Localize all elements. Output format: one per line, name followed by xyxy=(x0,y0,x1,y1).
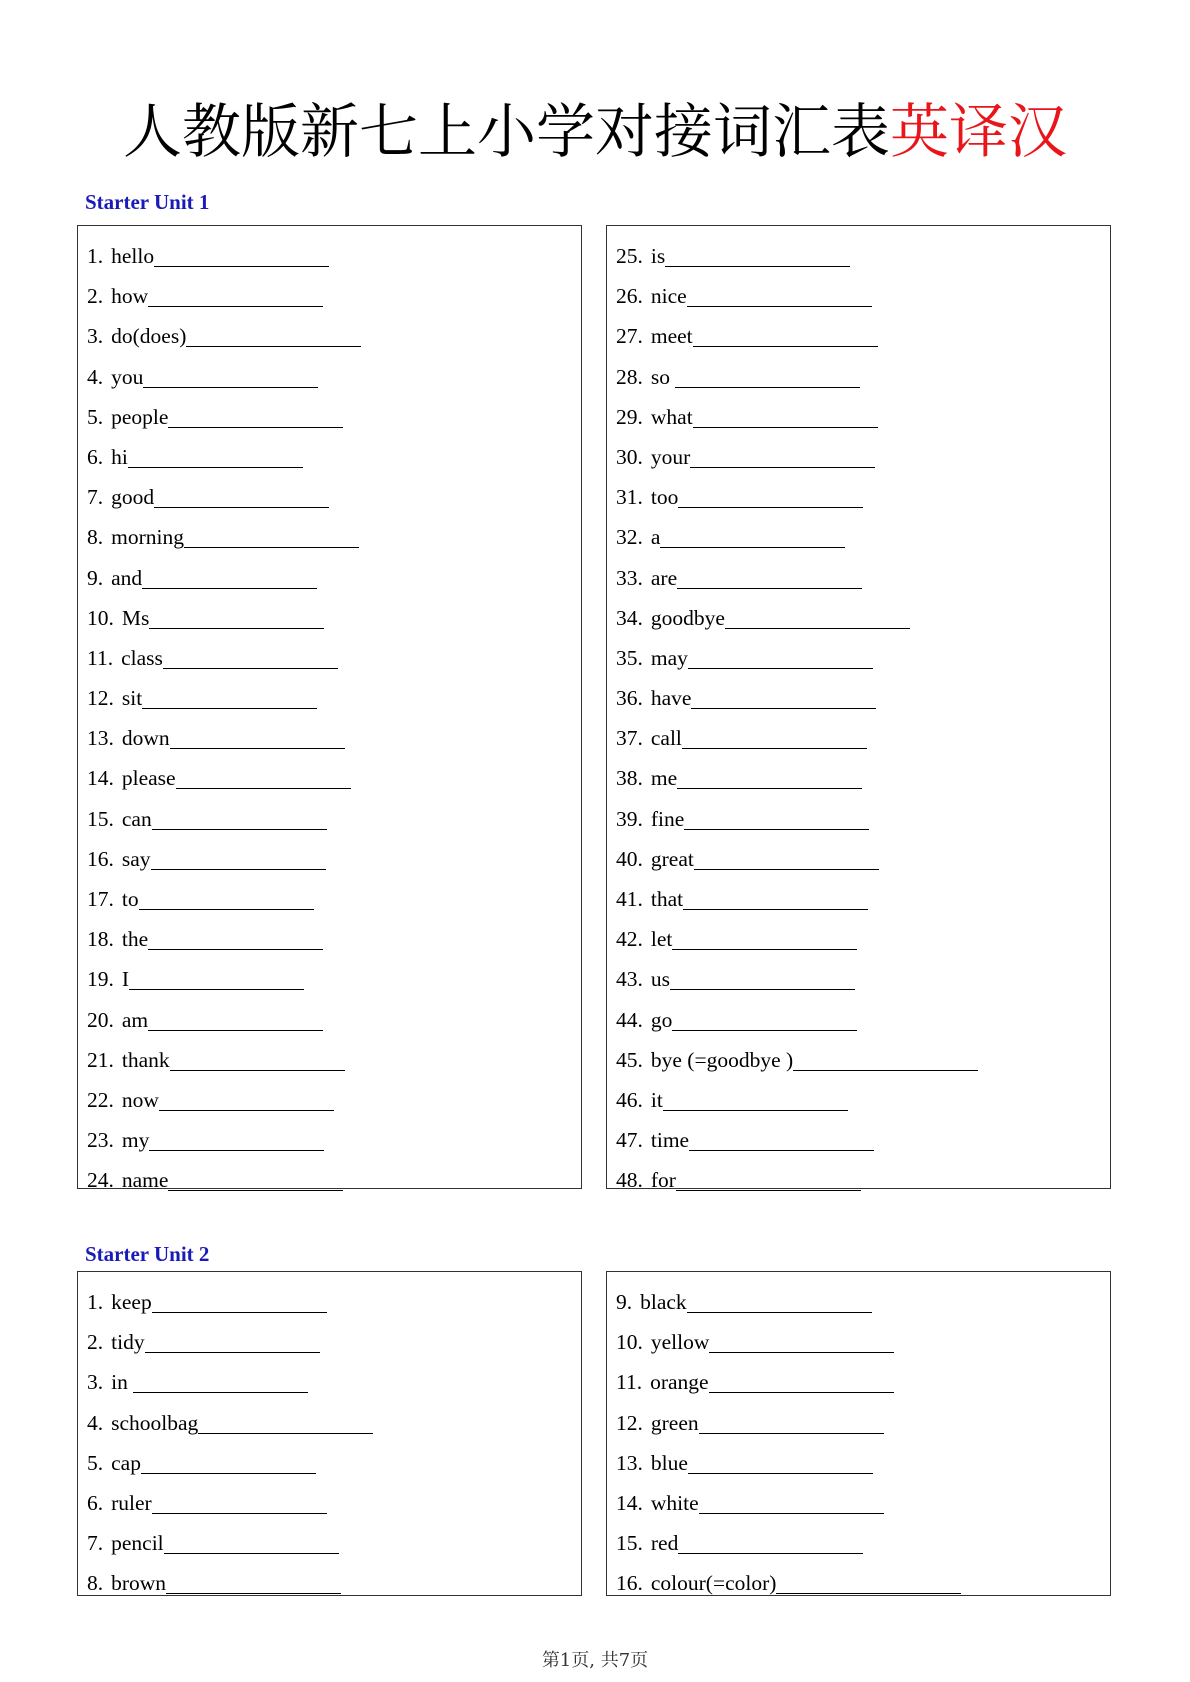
answer-blank xyxy=(690,442,875,468)
vocab-item xyxy=(78,1443,581,1483)
item-number: 10. xyxy=(616,1330,643,1355)
answer-blank xyxy=(687,281,872,307)
vocab-item xyxy=(78,718,581,758)
item-word: sit xyxy=(121,686,143,711)
answer-blank xyxy=(154,482,329,508)
answer-blank xyxy=(184,522,359,548)
vocab-item xyxy=(607,1443,1110,1483)
vocab-item xyxy=(78,1040,581,1080)
item-word: time xyxy=(650,1128,690,1153)
vocab-item xyxy=(78,437,581,477)
item-word: me xyxy=(650,766,678,791)
item-word: please xyxy=(121,766,176,791)
vocab-item xyxy=(78,558,581,598)
item-number: 3. xyxy=(87,324,104,349)
item-number: 22. xyxy=(87,1087,114,1112)
vocab-item xyxy=(78,397,581,437)
vocab-item xyxy=(607,839,1110,879)
item-word: name xyxy=(121,1168,169,1193)
answer-blank xyxy=(148,1005,323,1031)
answer-blank xyxy=(129,964,304,990)
word-list xyxy=(78,1272,581,1604)
item-word: am xyxy=(121,1007,149,1032)
word-box-unit2-left xyxy=(77,1271,582,1596)
vocab-item xyxy=(607,638,1110,678)
item-word: down xyxy=(121,726,170,751)
vocab-item xyxy=(607,276,1110,316)
page-footer: 第1页, 共7页 xyxy=(541,1650,649,1671)
vocab-item xyxy=(78,1080,581,1120)
item-number: 2. xyxy=(87,1330,104,1355)
item-word: great xyxy=(650,846,694,871)
item-number: 41. xyxy=(616,887,643,911)
answer-blank xyxy=(159,1085,334,1111)
answer-blank xyxy=(694,844,879,870)
vocab-item xyxy=(78,1362,581,1402)
item-number: 13. xyxy=(616,1450,643,1475)
word-list xyxy=(78,226,581,1201)
item-number: 1. xyxy=(87,244,104,268)
item-number: 5. xyxy=(87,1450,104,1475)
answer-blank xyxy=(133,1367,308,1393)
item-number: 31. xyxy=(616,485,643,510)
answer-blank xyxy=(166,1568,341,1594)
vocab-item xyxy=(78,236,581,276)
vocab-item xyxy=(78,1282,581,1322)
vocab-item xyxy=(607,1120,1110,1160)
item-number: 7. xyxy=(87,485,104,510)
item-word: keep xyxy=(111,1290,152,1314)
item-word: thank xyxy=(121,1047,170,1072)
answer-blank xyxy=(688,1448,873,1474)
item-word: brown xyxy=(111,1571,167,1596)
vocab-item xyxy=(607,437,1110,477)
item-word: black xyxy=(640,1290,687,1314)
answer-blank xyxy=(693,321,878,347)
item-word: the xyxy=(121,927,149,952)
vocab-item xyxy=(607,1483,1110,1523)
item-number: 14. xyxy=(616,1490,643,1515)
vocab-item xyxy=(78,638,581,678)
answer-blank xyxy=(678,482,863,508)
item-number: 9. xyxy=(616,1290,633,1314)
item-number: 39. xyxy=(616,806,643,831)
item-number: 34. xyxy=(616,605,643,630)
answer-blank xyxy=(152,804,327,830)
item-word: schoolbag xyxy=(111,1410,199,1435)
item-number: 32. xyxy=(616,525,643,550)
vocab-item xyxy=(78,357,581,397)
item-number: 9. xyxy=(87,565,104,590)
item-number: 12. xyxy=(616,1410,643,1435)
item-word: Ms xyxy=(121,605,150,630)
answer-blank xyxy=(793,1045,978,1071)
answer-blank xyxy=(699,1408,884,1434)
item-number: 45. xyxy=(616,1047,643,1072)
vocab-item xyxy=(607,959,1110,999)
answer-blank xyxy=(682,723,867,749)
answer-blank xyxy=(672,924,857,950)
item-word: cap xyxy=(111,1450,141,1475)
vocab-item xyxy=(78,1120,581,1160)
answer-blank xyxy=(168,402,343,428)
word-box-unit1-right xyxy=(606,225,1111,1193)
item-number: 35. xyxy=(616,645,643,670)
item-word: go xyxy=(650,1007,673,1032)
item-number: 14. xyxy=(87,766,114,791)
answer-blank xyxy=(776,1568,961,1594)
vocab-item xyxy=(78,276,581,316)
answer-blank xyxy=(689,1125,874,1151)
answer-blank xyxy=(675,362,860,388)
item-number: 33. xyxy=(616,565,643,590)
vocab-item xyxy=(607,718,1110,758)
item-number: 5. xyxy=(87,404,104,429)
item-word: so xyxy=(650,364,676,389)
item-number: 43. xyxy=(616,967,643,992)
answer-blank xyxy=(139,884,314,910)
word-list xyxy=(607,226,1110,1201)
item-number: 24. xyxy=(87,1168,114,1193)
item-word: say xyxy=(121,846,151,871)
answer-blank xyxy=(665,241,850,267)
section-label-starter-unit-2: Starter Unit 2 xyxy=(85,1242,210,1266)
item-number: 26. xyxy=(616,284,643,309)
vocab-item xyxy=(78,839,581,879)
answer-blank xyxy=(683,884,868,910)
answer-blank xyxy=(660,522,845,548)
item-number: 15. xyxy=(87,806,114,831)
vocab-item xyxy=(78,1160,581,1200)
item-number: 16. xyxy=(87,846,114,871)
item-number: 23. xyxy=(87,1128,114,1153)
vocab-item xyxy=(78,919,581,959)
vocab-item xyxy=(78,1523,581,1563)
item-word: it xyxy=(650,1087,663,1112)
item-word: can xyxy=(121,806,152,831)
answer-blank xyxy=(145,1327,320,1353)
vocab-item xyxy=(607,879,1110,919)
item-number: 11. xyxy=(616,1370,643,1395)
answer-blank xyxy=(670,964,855,990)
vocab-item xyxy=(78,758,581,798)
vocab-item xyxy=(78,477,581,517)
item-word: may xyxy=(650,645,688,670)
item-word: hi xyxy=(111,444,128,469)
answer-blank xyxy=(128,442,303,468)
item-number: 21. xyxy=(87,1047,114,1072)
item-number: 18. xyxy=(87,927,114,952)
answer-blank xyxy=(676,1165,861,1191)
vocab-item xyxy=(607,799,1110,839)
word-box-unit1-left xyxy=(77,225,582,1193)
item-number: 47. xyxy=(616,1128,643,1153)
answer-blank xyxy=(148,281,323,307)
item-number: 12. xyxy=(87,686,114,711)
item-word: nice xyxy=(650,284,687,309)
item-word: a xyxy=(650,525,661,550)
item-word: that xyxy=(650,887,684,911)
item-number: 4. xyxy=(87,364,104,389)
answer-blank xyxy=(148,924,323,950)
answer-blank xyxy=(151,844,326,870)
vocab-item xyxy=(607,517,1110,557)
item-number: 37. xyxy=(616,726,643,751)
vocab-item xyxy=(607,1523,1110,1563)
item-number: 11. xyxy=(87,645,114,670)
item-word: goodbye xyxy=(650,605,725,630)
item-number: 16. xyxy=(616,1571,643,1596)
item-word: people xyxy=(111,404,169,429)
item-number: 42. xyxy=(616,927,643,952)
item-word: for xyxy=(650,1168,676,1193)
item-word: fine xyxy=(650,806,685,831)
item-word: what xyxy=(650,404,693,429)
answer-blank xyxy=(691,683,876,709)
vocab-item xyxy=(78,316,581,356)
answer-blank xyxy=(143,362,318,388)
answer-blank xyxy=(688,643,873,669)
item-word: are xyxy=(650,565,678,590)
answer-blank xyxy=(663,1085,848,1111)
vocab-item xyxy=(607,477,1110,517)
item-number: 3. xyxy=(87,1370,104,1395)
item-number: 36. xyxy=(616,686,643,711)
vocab-item xyxy=(607,1322,1110,1362)
item-number: 4. xyxy=(87,1410,104,1435)
item-number: 17. xyxy=(87,887,114,911)
item-word: orange xyxy=(650,1370,709,1395)
item-word: is xyxy=(650,244,666,268)
vocab-item xyxy=(607,1563,1110,1603)
item-number: 19. xyxy=(87,967,114,992)
item-number: 1. xyxy=(87,1290,104,1314)
answer-blank xyxy=(687,1287,872,1313)
vocab-item xyxy=(607,558,1110,598)
answer-blank xyxy=(699,1488,884,1514)
item-number: 30. xyxy=(616,444,643,469)
answer-blank xyxy=(725,603,910,629)
item-word: do(does) xyxy=(111,324,187,349)
answer-blank xyxy=(693,402,878,428)
item-word: tidy xyxy=(111,1330,145,1355)
item-number: 44. xyxy=(616,1007,643,1032)
item-word: yellow xyxy=(650,1330,710,1355)
item-word: have xyxy=(650,686,692,711)
answer-blank xyxy=(152,1488,327,1514)
vocab-item xyxy=(607,919,1110,959)
item-number: 6. xyxy=(87,444,104,469)
answer-blank xyxy=(672,1005,857,1031)
item-word: colour(=color) xyxy=(650,1571,777,1596)
answer-blank xyxy=(684,804,869,830)
section-label-starter-unit-1: Starter Unit 1 xyxy=(85,190,210,214)
item-number: 25. xyxy=(616,244,643,268)
word-box-unit2-right xyxy=(606,1271,1111,1596)
vocab-item xyxy=(78,678,581,718)
vocab-item xyxy=(607,598,1110,638)
item-word: ruler xyxy=(111,1490,152,1515)
title-highlight: 英译汉 xyxy=(890,97,1068,166)
answer-blank xyxy=(142,683,317,709)
item-number: 8. xyxy=(87,525,104,550)
item-number: 46. xyxy=(616,1087,643,1112)
item-number: 13. xyxy=(87,726,114,751)
item-word: good xyxy=(111,485,155,510)
answer-blank xyxy=(142,563,317,589)
item-word: us xyxy=(650,967,670,992)
item-word: meet xyxy=(650,324,693,349)
item-number: 29. xyxy=(616,404,643,429)
item-word: let xyxy=(650,927,673,952)
answer-blank xyxy=(170,723,345,749)
item-number: 27. xyxy=(616,324,643,349)
vocab-item xyxy=(78,1563,581,1603)
vocab-item xyxy=(607,1000,1110,1040)
item-number: 7. xyxy=(87,1531,104,1556)
answer-blank xyxy=(170,1045,345,1071)
answer-blank xyxy=(149,1125,324,1151)
answer-blank xyxy=(149,603,324,629)
vocab-item xyxy=(607,1040,1110,1080)
answer-blank xyxy=(186,321,361,347)
item-word: red xyxy=(650,1531,679,1556)
answer-blank xyxy=(154,241,329,267)
item-word: how xyxy=(111,284,149,309)
answer-blank xyxy=(198,1408,373,1434)
item-word: and xyxy=(111,565,143,590)
item-word: bye (=goodbye ) xyxy=(650,1047,794,1072)
answer-blank xyxy=(141,1448,316,1474)
answer-blank xyxy=(164,1528,339,1554)
item-word: you xyxy=(111,364,144,389)
item-word: class xyxy=(121,645,163,670)
vocab-item xyxy=(78,1403,581,1443)
vocab-item xyxy=(78,1322,581,1362)
vocab-item xyxy=(78,879,581,919)
answer-blank xyxy=(677,563,862,589)
item-word: green xyxy=(650,1410,699,1435)
item-number: 40. xyxy=(616,846,643,871)
item-word: I xyxy=(121,967,130,992)
item-number: 8. xyxy=(87,1571,104,1596)
vocab-item xyxy=(607,1282,1110,1322)
vocab-item xyxy=(607,1403,1110,1443)
item-number: 20. xyxy=(87,1007,114,1032)
item-number: 28. xyxy=(616,364,643,389)
vocab-item xyxy=(78,799,581,839)
answer-blank xyxy=(152,1287,327,1313)
answer-blank xyxy=(168,1165,343,1191)
answer-blank xyxy=(677,763,862,789)
item-word: morning xyxy=(111,525,184,550)
page-title xyxy=(0,92,1190,172)
vocab-item xyxy=(607,758,1110,798)
vocab-item xyxy=(607,1080,1110,1120)
item-word: to xyxy=(121,887,139,911)
item-word: in xyxy=(111,1370,134,1395)
word-list xyxy=(607,1272,1110,1604)
vocab-item xyxy=(78,1483,581,1523)
item-number: 6. xyxy=(87,1490,104,1515)
answer-blank xyxy=(678,1528,863,1554)
item-word: now xyxy=(121,1087,159,1112)
item-number: 10. xyxy=(87,605,114,630)
title-main: 人教版新七上小学对接词汇表 xyxy=(122,97,890,166)
item-word: my xyxy=(121,1128,150,1153)
item-number: 38. xyxy=(616,766,643,791)
item-word: call xyxy=(650,726,682,751)
item-word: hello xyxy=(111,244,155,268)
answer-blank xyxy=(709,1367,894,1393)
answer-blank xyxy=(176,763,351,789)
vocab-item xyxy=(78,517,581,557)
item-word: pencil xyxy=(111,1531,164,1556)
vocab-item xyxy=(78,1000,581,1040)
answer-blank xyxy=(163,643,338,669)
item-word: blue xyxy=(650,1450,688,1475)
vocab-item xyxy=(78,959,581,999)
vocab-item xyxy=(607,357,1110,397)
item-word: your xyxy=(650,444,691,469)
vocab-item xyxy=(607,1362,1110,1402)
vocab-item xyxy=(78,598,581,638)
item-word: white xyxy=(650,1490,699,1515)
vocab-item xyxy=(607,316,1110,356)
answer-blank xyxy=(709,1327,894,1353)
item-number: 15. xyxy=(616,1531,643,1556)
vocab-item xyxy=(607,397,1110,437)
item-number: 2. xyxy=(87,284,104,309)
vocab-item xyxy=(607,1160,1110,1200)
item-number: 48. xyxy=(616,1168,643,1193)
item-word: too xyxy=(650,485,679,510)
vocab-item xyxy=(607,678,1110,718)
vocab-item xyxy=(607,236,1110,276)
